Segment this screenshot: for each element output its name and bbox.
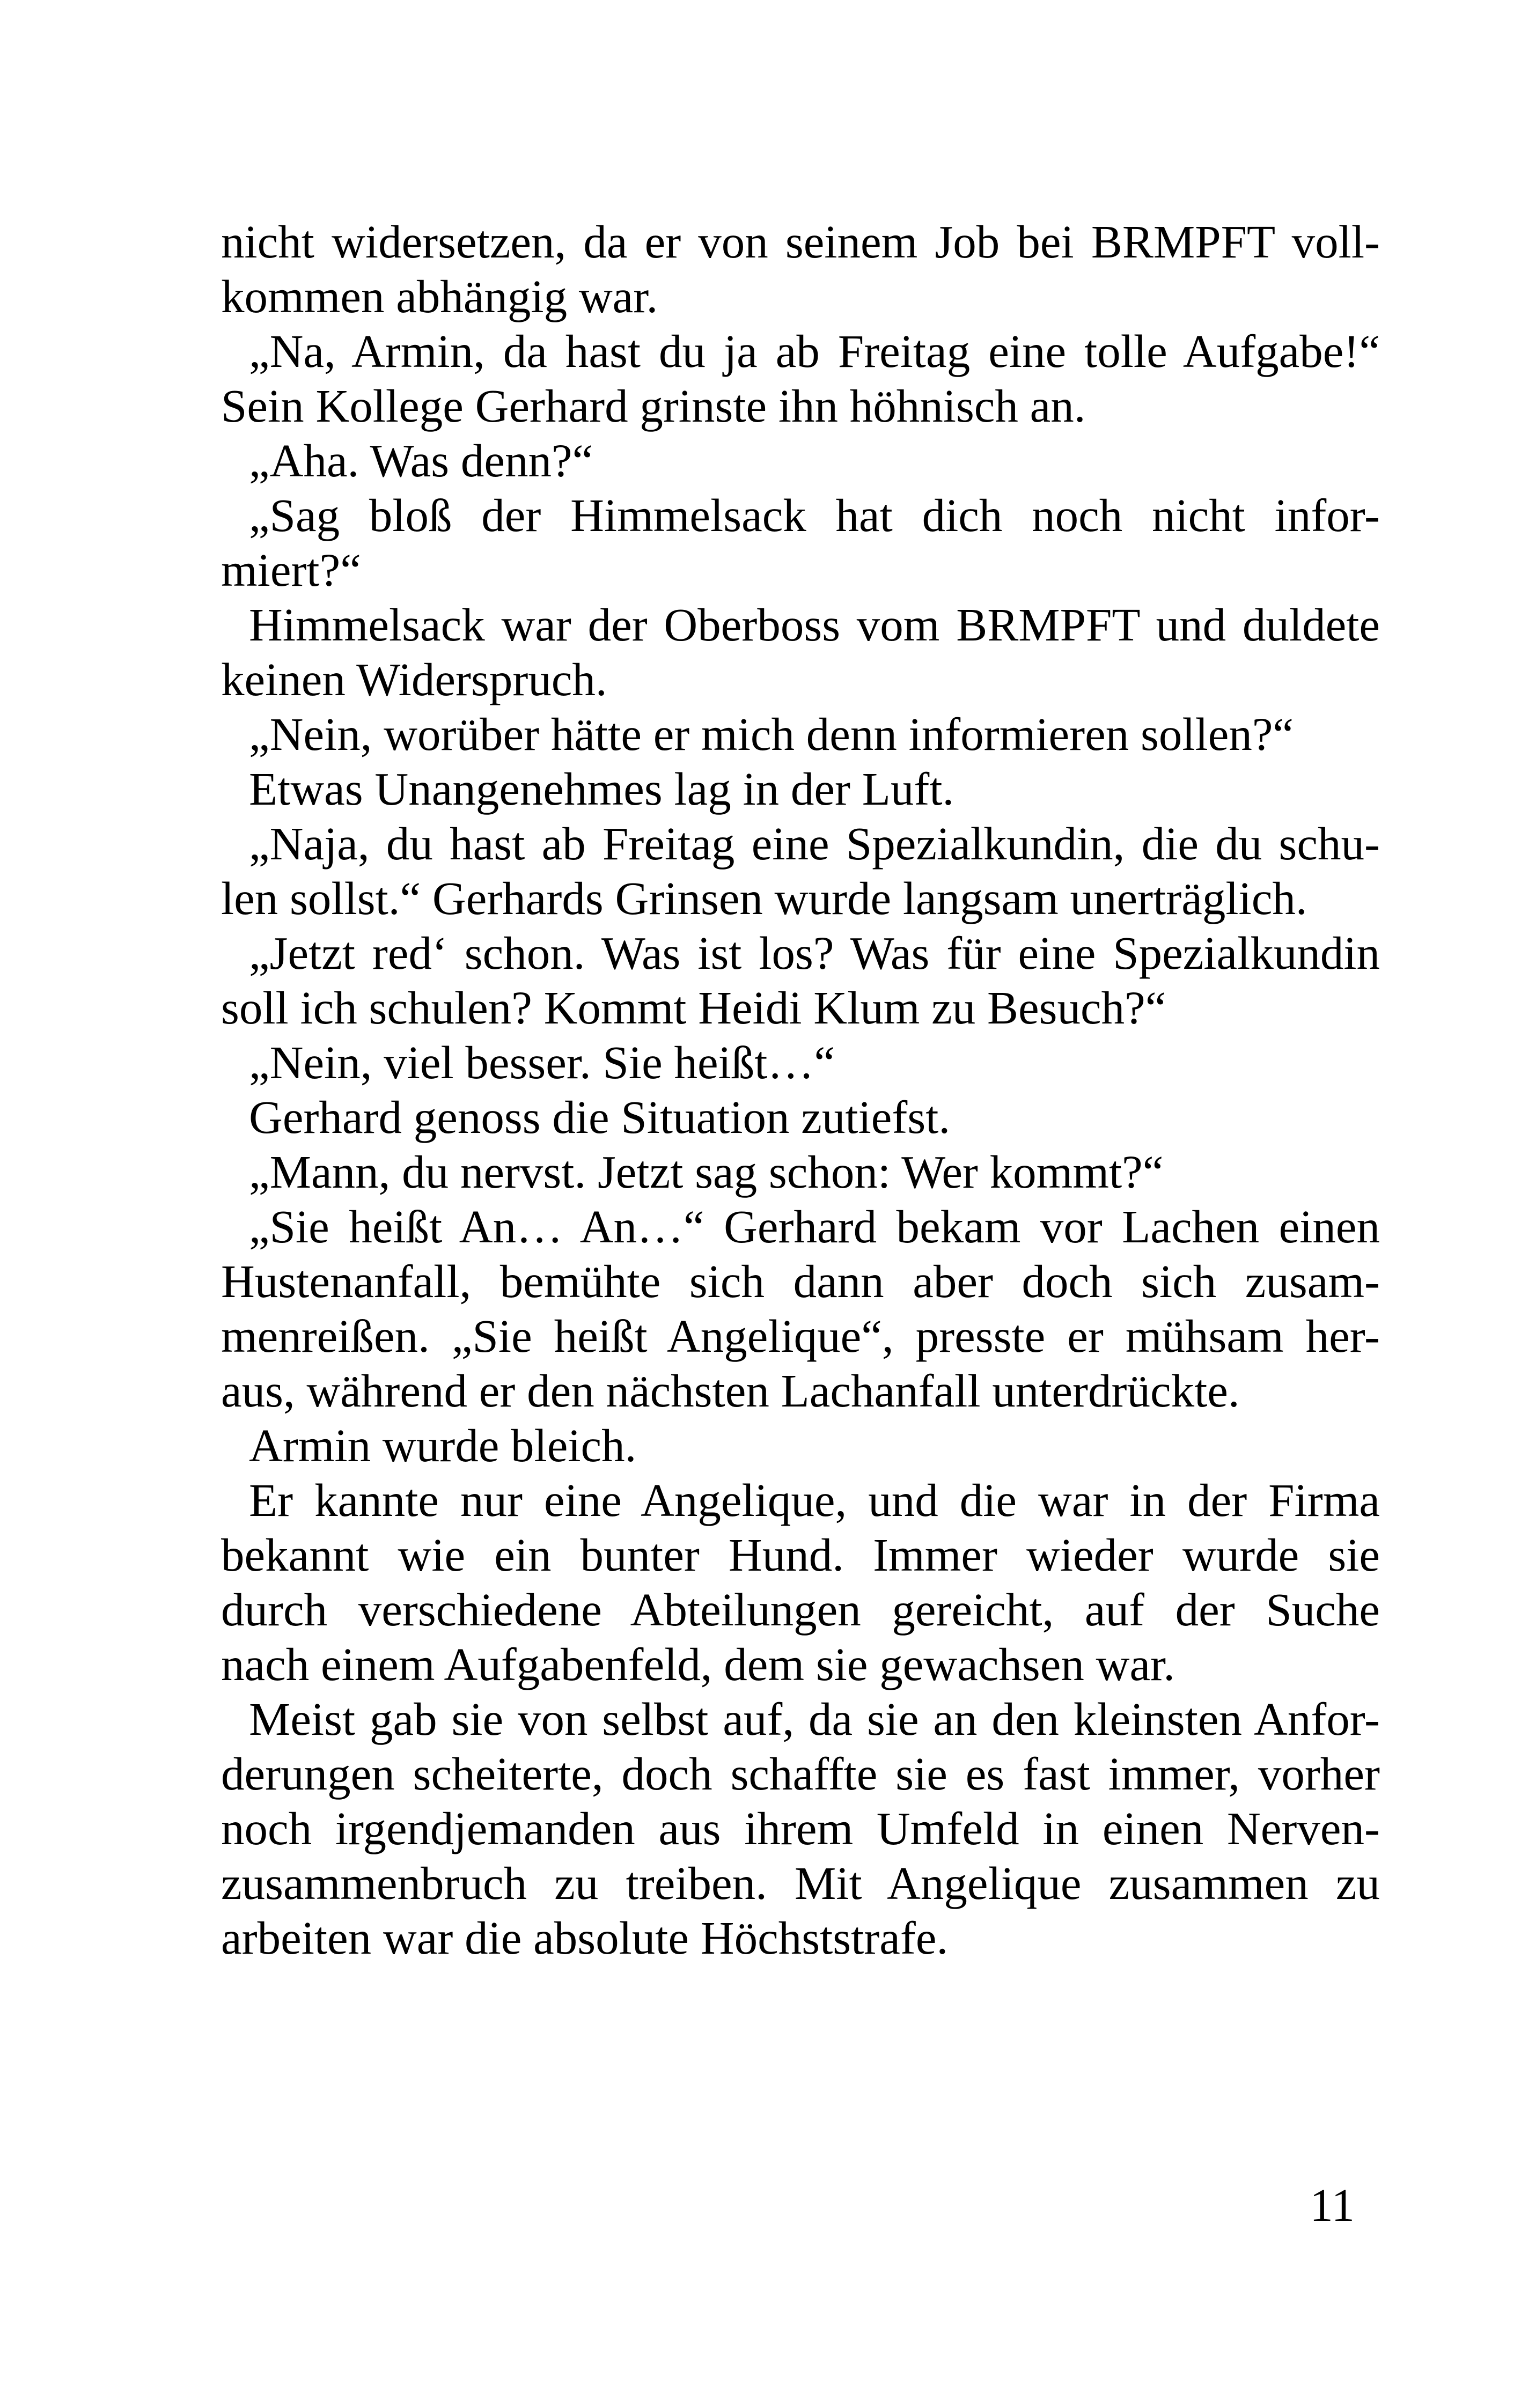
text-line: „Sag bloß der Himmelsack hat dich noch nicht infor-	[249, 489, 1380, 541]
text-line: len sollst.“ Gerhards Grinsen wurde langsam unerträglich.	[221, 872, 1307, 924]
text-line: Hustenanfall, bemühte sich dann aber doch sich zusam-	[221, 1255, 1380, 1307]
text-line: noch irgendjemanden aus ihrem Umfeld in einen Nerven-	[221, 1802, 1380, 1854]
text-line: zusammenbruch zu treiben. Mit Angelique zusammen zu	[221, 1857, 1380, 1909]
text-line: Meist gab sie von selbst auf, da sie an den kleinsten Anfor-	[249, 1693, 1380, 1745]
text-line: aus, während er den nächsten Lachanfall unterdrückte.	[221, 1365, 1240, 1417]
text-line: „Sie heißt An… An…“ Gerhard bekam vor Lachen einen	[249, 1201, 1380, 1253]
text-line: kommen abhängig war.	[221, 270, 658, 322]
text-line: durch verschiedene Abteilungen gereicht, auf der Suche	[221, 1584, 1380, 1636]
text-line: Sein Kollege Gerhard grinste ihn höhnisch an.	[221, 380, 1086, 432]
text-line: Er kannte nur eine Angelique, und die war in der Firma	[249, 1474, 1380, 1526]
text-line: „Jetzt red‘ schon. Was ist los? Was für eine Spezialkundin	[249, 927, 1380, 979]
text-line: arbeiten war die absolute Höchststrafe.	[221, 1912, 949, 1964]
body-text	[221, 215, 1380, 1965]
text-line: „Naja, du hast ab Freitag eine Spezialkundin, die du schu-	[249, 818, 1380, 870]
text-line: „Nein, viel besser. Sie heißt…“	[249, 1036, 835, 1088]
text-line: Himmelsack war der Oberboss vom BRMPFT und duldete	[249, 599, 1380, 651]
text-line: miert?“	[221, 544, 361, 596]
text-line: Armin wurde bleich.	[249, 1419, 637, 1471]
text-line: derungen scheiterte, doch schaffte sie es fast immer, vorher	[221, 1748, 1380, 1800]
text-line: nicht widersetzen, da er von seinem Job bei BRMPFT voll-	[221, 216, 1380, 268]
text-line: bekannt wie ein bunter Hund. Immer wieder wurde sie	[221, 1529, 1380, 1581]
text-line: Gerhard genoss die Situation zutiefst.	[249, 1091, 951, 1143]
text-line: „Aha. Was denn?“	[249, 435, 593, 487]
text-line: Etwas Unangenehmes lag in der Luft.	[249, 763, 954, 815]
text-line: soll ich schulen? Kommt Heidi Klum zu Besuch?“	[221, 982, 1166, 1034]
text-line: „Na, Armin, da hast du ja ab Freitag eine tolle Aufgabe!“	[249, 325, 1380, 377]
text-line: nach einem Aufgabenfeld, dem sie gewachsen war.	[221, 1638, 1175, 1690]
text-line: keinen Widerspruch.	[221, 653, 607, 705]
page-number: 11	[1310, 2179, 1355, 2231]
text-line: „Mann, du nervst. Jetzt sag schon: Wer kommt?“	[249, 1146, 1164, 1198]
text-line: menreißen. „Sie heißt Angelique“, presste er mühsam her-	[221, 1310, 1380, 1362]
text-line: „Nein, worüber hätte er mich denn informieren sollen?“	[249, 708, 1294, 760]
